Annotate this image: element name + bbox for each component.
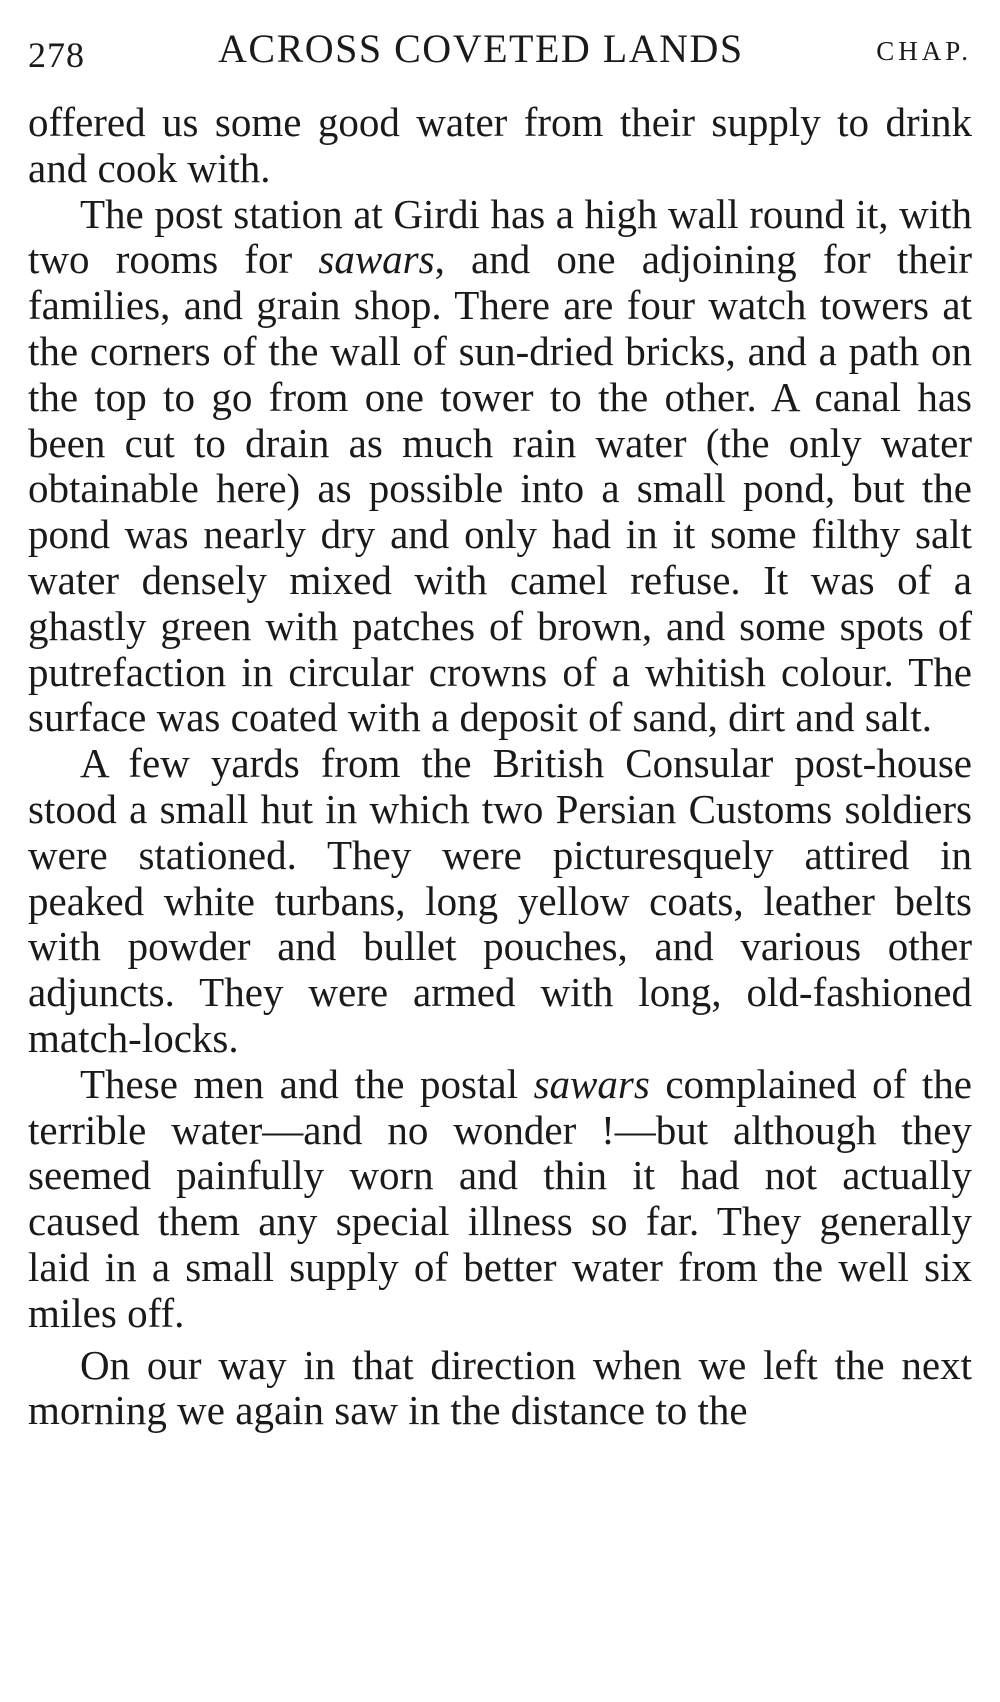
paragraph-text: complained of the terrible water—and no wonder !—but although they seemed painfully worn and thin it had not actually caused them any special illness so far. They generally laid in a small supply of better water from the well six miles off.: [28, 1060, 972, 1336]
paragraph-text: , and one adjoining for their families, and grain shop. There are four watch towers at the corners of the wall of sun-dried bricks, and a path on the top to go from one tower to the other. A canal has been cut to drain as much rain water (the only water obtainable here) as possible into a small pond, but the pond was nearly dry and only had in it some filthy salt water densely mixed with camel refuse. It was of a ghastly green with patches of brown, and some spots of putrefaction in circular crowns of a whitish colour. The surface was coated with a deposit of sand, dirt and salt.: [28, 236, 972, 741]
body-text: [28, 100, 972, 1434]
book-page: [28, 0, 972, 1702]
running-title: ACROSS COVETED LANDS: [218, 26, 744, 71]
paragraph-post-station: [28, 192, 972, 742]
italic-term: sawars: [533, 1060, 650, 1107]
paragraph-text: On our way in that direction when we left the next morning we again saw in the distance to the: [28, 1341, 972, 1434]
running-head: [28, 20, 972, 75]
paragraph-next-morning: [28, 1343, 972, 1435]
paragraph-text: A few yards from the British Consular post-house stood a small hut in which two Persian Customs soldiers were stationed. They were picturesquely attired in peaked white turbans, long yellow coats, leather belts with powder and bullet pouches, and various other adjuncts. They were armed with long, old-fashioned match-locks.: [28, 740, 972, 1061]
paragraph-text: These men and the postal: [80, 1060, 534, 1107]
paragraph-text: offered us some good water from their supply to drink and cook with.: [28, 99, 972, 191]
paragraph-text: The post station at Girdi has a high wall round it, with two rooms for: [28, 190, 972, 283]
italic-term: sawars: [318, 236, 435, 283]
page-number: 278: [28, 35, 85, 75]
paragraph-customs-hut: [28, 741, 972, 1062]
paragraph-terrible-water: [28, 1062, 972, 1337]
paragraph-continued: [28, 100, 972, 192]
chapter-label: CHAP.: [876, 36, 972, 66]
